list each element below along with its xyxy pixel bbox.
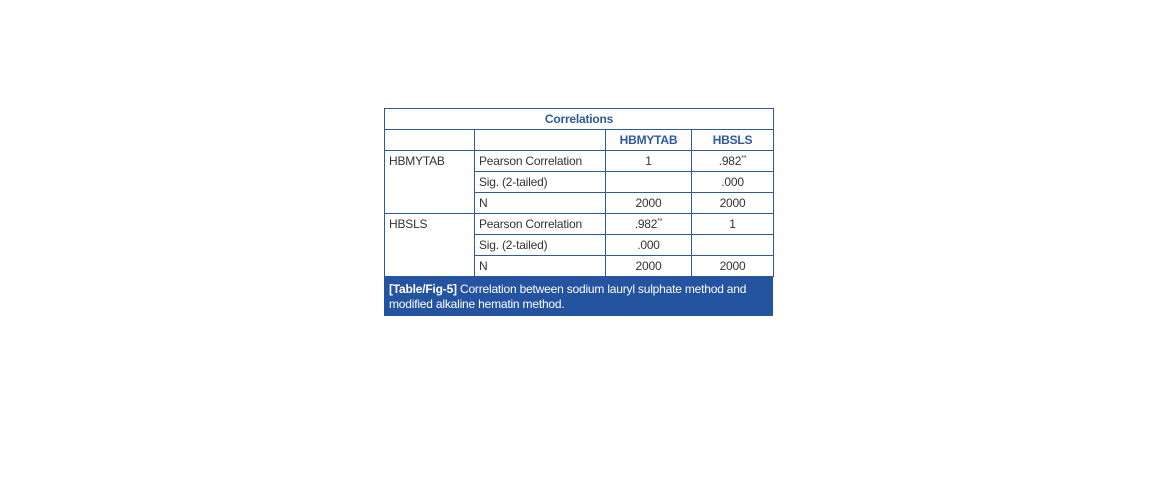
table-row	[385, 151, 774, 172]
table-row	[385, 214, 774, 235]
table-cell: 1	[692, 214, 774, 235]
table-cell: 1	[606, 151, 692, 172]
stat-label: Pearson Correlation	[475, 151, 606, 172]
table-cell	[606, 172, 692, 193]
table-cell: 2000	[692, 193, 774, 214]
significance-mark: **	[741, 155, 747, 162]
table-cell	[692, 235, 774, 256]
stat-label: Sig. (2-tailed)	[475, 172, 606, 193]
header-empty-cell	[385, 130, 475, 151]
stat-label: Pearson Correlation	[475, 214, 606, 235]
table-cell: .000	[692, 172, 774, 193]
correlations-table	[384, 108, 774, 277]
table-cell: 2000	[606, 256, 692, 277]
column-header-hbsls: HBSLS	[692, 130, 774, 151]
table-cell: 2000	[606, 193, 692, 214]
significance-mark: **	[657, 218, 663, 225]
row-variable-hbsls: HBSLS	[385, 214, 475, 277]
figure-caption	[384, 277, 773, 316]
table-cell: .982**	[692, 151, 774, 172]
stat-label: N	[475, 256, 606, 277]
table-cell: .000	[606, 235, 692, 256]
column-header-row	[385, 130, 774, 151]
table-cell: .982**	[606, 214, 692, 235]
caption-text: Correlation between sodium lauryl sulphate method and modified alkaline hematin method.	[389, 282, 747, 311]
stat-label: N	[475, 193, 606, 214]
table-title: Correlations	[385, 109, 774, 130]
correlation-table-figure	[384, 108, 773, 316]
caption-tag: [Table/Fig-5]	[389, 282, 457, 296]
header-empty-cell	[475, 130, 606, 151]
table-cell: 2000	[692, 256, 774, 277]
column-header-hbmytab: HBMYTAB	[606, 130, 692, 151]
row-variable-hbmytab: HBMYTAB	[385, 151, 475, 214]
table-title-row	[385, 109, 774, 130]
stat-label: Sig. (2-tailed)	[475, 235, 606, 256]
